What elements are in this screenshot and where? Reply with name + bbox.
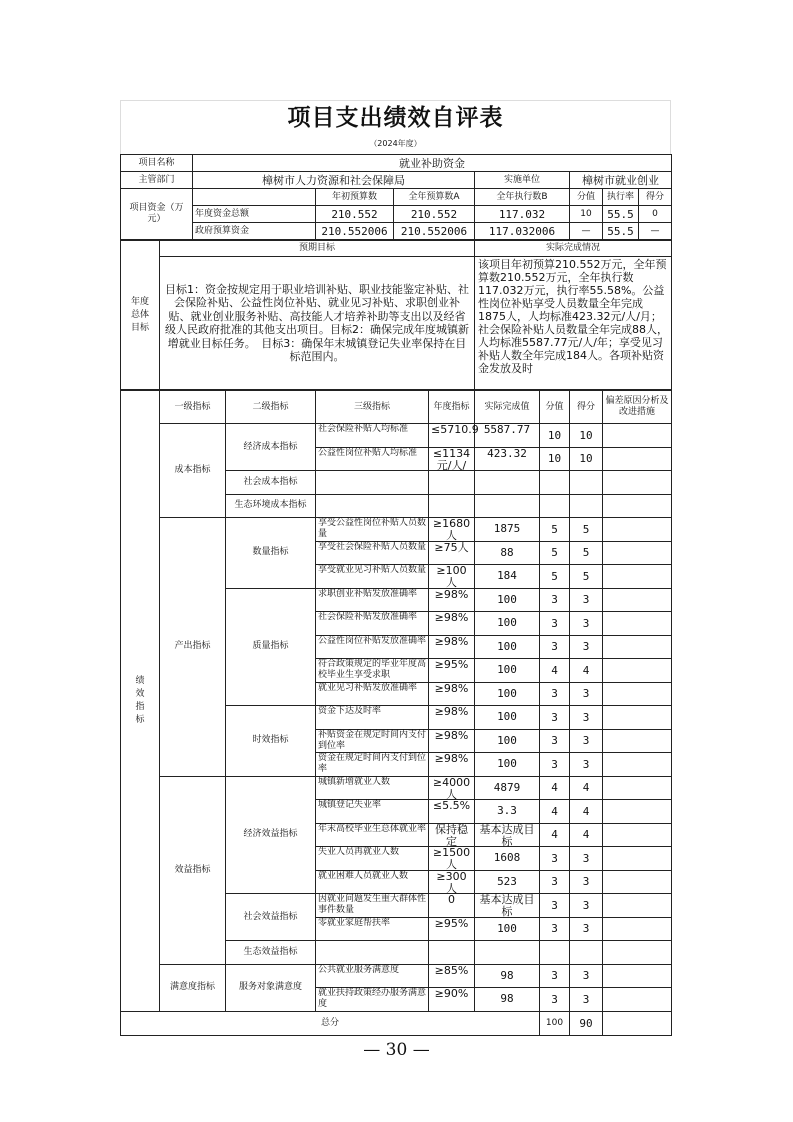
actual-value: 423.32 — [475, 447, 540, 471]
deviation-analysis — [603, 612, 672, 636]
score: 3 — [570, 612, 603, 636]
weight — [540, 941, 570, 965]
deviation-analysis — [603, 894, 672, 918]
actual-value: 100 — [475, 612, 540, 636]
deviation-analysis — [603, 682, 672, 706]
actual-value: 100 — [475, 753, 540, 777]
column-header: 二级指标 — [226, 391, 316, 424]
annual-target: ≥98% — [429, 729, 475, 753]
actual-value: 98 — [475, 988, 540, 1012]
level1-indicator: 产出指标 — [160, 518, 226, 777]
annual-target: ≥95% — [429, 659, 475, 683]
score: 10 — [570, 447, 603, 471]
score: 3 — [570, 729, 603, 753]
table-row — [121, 518, 672, 542]
weight: 3 — [540, 612, 570, 636]
weight: 5 — [540, 541, 570, 565]
deviation-analysis — [603, 706, 672, 730]
annual-target: ≤5710.9 — [429, 424, 475, 448]
deviation-analysis — [603, 494, 672, 518]
total-weight: 100 — [540, 1011, 570, 1035]
deviation-analysis — [603, 659, 672, 683]
level3-indicator: 公益性岗位补贴人均标准 — [316, 447, 429, 471]
goals-table — [120, 240, 672, 390]
row-label: 年度资金总额 — [193, 206, 316, 223]
level2-indicator: 质量指标 — [226, 588, 316, 706]
annual-target — [429, 471, 475, 495]
evaluation-sheet — [120, 100, 671, 1036]
annual-target: ≥98% — [429, 612, 475, 636]
level2-indicator: 生态效益指标 — [226, 941, 316, 965]
deviation-analysis — [603, 847, 672, 871]
deviation-analysis — [603, 424, 672, 448]
deviation-analysis — [603, 588, 672, 612]
indicators-table — [120, 390, 672, 1036]
annual-target: ≥98% — [429, 753, 475, 777]
weight: 3 — [540, 917, 570, 941]
annual-target — [429, 941, 475, 965]
fiscal-year: （2024年度） — [120, 134, 671, 154]
annual-target: ≥98% — [429, 635, 475, 659]
value-cell: — — [570, 223, 603, 240]
level3-indicator: 城镇登记失业率 — [316, 800, 429, 824]
score: 3 — [570, 988, 603, 1012]
score — [570, 471, 603, 495]
column-header: 分值 — [540, 391, 570, 424]
actual-value: 基本达成目标 — [475, 823, 540, 847]
value-cell: 210.552006 — [394, 223, 475, 240]
deviation-analysis — [603, 753, 672, 777]
value-cell: 210.552 — [316, 206, 394, 223]
project-info-table — [120, 154, 672, 240]
weight: 3 — [540, 588, 570, 612]
weight: 3 — [540, 847, 570, 871]
page-title: 项目支出绩效自评表 — [120, 100, 671, 134]
annual-target: ≥1500人 — [429, 847, 475, 871]
deviation-analysis — [603, 565, 672, 589]
value-cell: 117.032006 — [475, 223, 570, 240]
level3-indicator: 享受社会保险补贴人员数量 — [316, 541, 429, 565]
score: 3 — [570, 917, 603, 941]
table-row — [121, 424, 672, 448]
col-header: 年初预算数 — [316, 189, 394, 206]
actual-value: 100 — [475, 659, 540, 683]
level3-indicator: 资金在规定时间内支付到位率 — [316, 753, 429, 777]
actual-value — [475, 494, 540, 518]
score — [570, 494, 603, 518]
impl-unit: 樟树市就业创业 — [570, 172, 672, 189]
deviation-analysis — [603, 776, 672, 800]
level2-indicator: 数量指标 — [226, 518, 316, 589]
weight: 4 — [540, 776, 570, 800]
score: 4 — [570, 823, 603, 847]
level3-indicator: 资金下达及时率 — [316, 706, 429, 730]
annual-target: ≥90% — [429, 988, 475, 1012]
funds-row-gov — [121, 223, 672, 240]
weight: 3 — [540, 988, 570, 1012]
column-header: 一级指标 — [160, 391, 226, 424]
level3-indicator: 享受就业见习补贴人员数量 — [316, 565, 429, 589]
level3-indicator — [316, 471, 429, 495]
annual-target: ≥4000人 — [429, 776, 475, 800]
weight: 4 — [540, 800, 570, 824]
indicators-section-label: 绩效指标 — [121, 391, 160, 1012]
level3-indicator: 补贴资金在规定时间内支付到位率 — [316, 729, 429, 753]
deviation-analysis — [603, 447, 672, 471]
goals-label: 年度总体目标 — [121, 241, 160, 390]
level3-indicator: 公益性岗位补贴发放准确率 — [316, 635, 429, 659]
blank-cell — [193, 189, 316, 206]
value-cell: 210.552006 — [316, 223, 394, 240]
level3-indicator — [316, 494, 429, 518]
annual-target: 0 — [429, 894, 475, 918]
table-row — [121, 776, 672, 800]
expected-goals: 目标1：资金按规定用于职业培训补贴、职业技能鉴定补贴、社会保险补贴、公益性岗位补贴、就业见习补贴、求职创业补贴、就业创业服务补贴、高技能人才培养补助等支出以及经省级人民政府批准的其他支出项目。目标2：确保完成年度城镇新增就业目标任务。 目标3：确保年末城镇登记失业率保持在目标范围内。 — [160, 257, 475, 390]
level3-indicator — [316, 941, 429, 965]
actual-value: 100 — [475, 682, 540, 706]
level3-indicator: 社会保险补贴发放准确率 — [316, 612, 429, 636]
actual-value: 100 — [475, 706, 540, 730]
level3-indicator: 求职创业补贴发放准确率 — [316, 588, 429, 612]
actual-label: 实际完成情况 — [475, 241, 672, 257]
actual-value: 基本达成目标 — [475, 894, 540, 918]
score: 3 — [570, 894, 603, 918]
column-header: 偏差原因分析及改进措施 — [603, 391, 672, 424]
col-header: 得分 — [639, 189, 672, 206]
actual-value: 100 — [475, 917, 540, 941]
deviation-analysis — [603, 541, 672, 565]
dept-label: 主管部门 — [121, 172, 193, 189]
level3-indicator: 失业人员再就业人数 — [316, 847, 429, 871]
funds-row-total — [121, 206, 672, 223]
weight: 5 — [540, 518, 570, 542]
actual-value: 184 — [475, 565, 540, 589]
actual-value: 4879 — [475, 776, 540, 800]
score: 5 — [570, 518, 603, 542]
dept: 樟树市人力资源和社会保障局 — [193, 172, 475, 189]
annual-target: ≥300人 — [429, 870, 475, 894]
score: 3 — [570, 706, 603, 730]
actual-value: 1608 — [475, 847, 540, 871]
weight — [540, 471, 570, 495]
score: 4 — [570, 776, 603, 800]
weight: 4 — [540, 659, 570, 683]
annual-target: ≥95% — [429, 917, 475, 941]
score: 3 — [570, 753, 603, 777]
score: 3 — [570, 588, 603, 612]
table-row — [121, 964, 672, 988]
annual-target: ≥98% — [429, 588, 475, 612]
score: 3 — [570, 682, 603, 706]
project-name: 就业补助资金 — [193, 155, 672, 172]
annual-target: ≤5.5% — [429, 800, 475, 824]
deviation-analysis — [603, 635, 672, 659]
page-number: — 30 — — [363, 1040, 430, 1060]
actual-value: 88 — [475, 541, 540, 565]
level2-indicator: 生态环境成本指标 — [226, 494, 316, 518]
score: 5 — [570, 541, 603, 565]
level3-indicator: 符合政策规定的毕业年度高校毕业生享受求职 — [316, 659, 429, 683]
weight: 3 — [540, 729, 570, 753]
project-name-label: 项目名称 — [121, 155, 193, 172]
value-cell: 117.032 — [475, 206, 570, 223]
weight: 3 — [540, 682, 570, 706]
col-header: 分值 — [570, 189, 603, 206]
annual-target — [429, 494, 475, 518]
weight: 3 — [540, 964, 570, 988]
score: 5 — [570, 565, 603, 589]
actual-completion: 该项目年初预算210.552万元，全年预算数210.552万元，全年执行数117.032万元，执行率55.58%。公益性岗位补贴享受人员数量全年完成1875人，人均标准423.32元/人/月；社会保险补贴人员数量全年完成88人，人均标准5587.77元/人/年；享受见习补贴人数全年完成184人。各项补贴资金发放及时 — [475, 257, 672, 390]
value-cell: 0 — [639, 206, 672, 223]
level1-indicator: 成本指标 — [160, 424, 226, 518]
score: 10 — [570, 424, 603, 448]
col-header: 执行率 — [603, 189, 639, 206]
level2-indicator: 服务对象满意度 — [226, 964, 316, 1011]
weight: 5 — [540, 565, 570, 589]
weight: 10 — [540, 447, 570, 471]
weight: 3 — [540, 894, 570, 918]
expected-label: 预期目标 — [160, 241, 475, 257]
deviation-analysis — [603, 941, 672, 965]
annual-target: ≥85% — [429, 964, 475, 988]
weight: 3 — [540, 753, 570, 777]
annual-target: ≤1134元/人/ — [429, 447, 475, 471]
total-deviation — [603, 1011, 672, 1035]
annual-target: ≥1680人 — [429, 518, 475, 542]
weight — [540, 494, 570, 518]
actual-value — [475, 471, 540, 495]
level1-indicator: 效益指标 — [160, 776, 226, 964]
level3-indicator: 零就业家庭帮扶率 — [316, 917, 429, 941]
deviation-analysis — [603, 823, 672, 847]
annual-target: ≥75人 — [429, 541, 475, 565]
annual-target: ≥98% — [429, 682, 475, 706]
actual-value: 100 — [475, 588, 540, 612]
total-score: 90 — [570, 1011, 603, 1035]
actual-value: 100 — [475, 729, 540, 753]
weight: 3 — [540, 635, 570, 659]
score: 3 — [570, 635, 603, 659]
actual-value: 1875 — [475, 518, 540, 542]
level3-indicator: 因就业问题发生重大群体性事件数量 — [316, 894, 429, 918]
score: 4 — [570, 659, 603, 683]
row-label: 政府预算资金 — [193, 223, 316, 240]
col-header: 全年预算数A — [394, 189, 475, 206]
value-cell: 55.5 — [603, 206, 639, 223]
level3-indicator: 就业见习补贴发放准确率 — [316, 682, 429, 706]
level3-indicator: 城镇新增就业人数 — [316, 776, 429, 800]
level2-indicator: 经济效益指标 — [226, 776, 316, 894]
column-header: 三级指标 — [316, 391, 429, 424]
deviation-analysis — [603, 964, 672, 988]
score: 4 — [570, 800, 603, 824]
level3-indicator: 社会保险补贴人均标准 — [316, 424, 429, 448]
value-cell: 10 — [570, 206, 603, 223]
level2-indicator: 社会成本指标 — [226, 471, 316, 495]
indicators-header-row — [121, 391, 672, 424]
deviation-analysis — [603, 870, 672, 894]
score: 3 — [570, 870, 603, 894]
impl-label: 实施单位 — [475, 172, 570, 189]
column-header: 年度指标 — [429, 391, 475, 424]
weight: 4 — [540, 823, 570, 847]
column-header: 得分 — [570, 391, 603, 424]
deviation-analysis — [603, 471, 672, 495]
total-row — [121, 1011, 672, 1035]
funds-label: 项目资金（万元） — [121, 189, 193, 240]
actual-value: 523 — [475, 870, 540, 894]
weight: 3 — [540, 870, 570, 894]
level2-indicator: 社会效益指标 — [226, 894, 316, 941]
actual-value: 5587.77 — [475, 424, 540, 448]
level3-indicator: 就业困难人员就业人数 — [316, 870, 429, 894]
total-label: 总分 — [121, 1011, 540, 1035]
level3-indicator: 享受公益性岗位补贴人员数量 — [316, 518, 429, 542]
weight: 10 — [540, 424, 570, 448]
deviation-analysis — [603, 988, 672, 1012]
value-cell: — — [639, 223, 672, 240]
actual-value: 3.3 — [475, 800, 540, 824]
actual-value — [475, 941, 540, 965]
value-cell: 55.5 — [603, 223, 639, 240]
level1-indicator: 满意度指标 — [160, 964, 226, 1011]
deviation-analysis — [603, 518, 672, 542]
annual-target: 保持稳定 — [429, 823, 475, 847]
weight: 3 — [540, 706, 570, 730]
level3-indicator: 公共就业服务满意度 — [316, 964, 429, 988]
deviation-analysis — [603, 800, 672, 824]
column-header: 实际完成值 — [475, 391, 540, 424]
deviation-analysis — [603, 917, 672, 941]
level3-indicator: 年末高校毕业生总体就业率 — [316, 823, 429, 847]
annual-target: ≥100人 — [429, 565, 475, 589]
value-cell: 210.552 — [394, 206, 475, 223]
score — [570, 941, 603, 965]
annual-target: ≥98% — [429, 706, 475, 730]
level3-indicator: 就业扶持政策经办服务满意度 — [316, 988, 429, 1012]
actual-value: 100 — [475, 635, 540, 659]
score: 3 — [570, 964, 603, 988]
level2-indicator: 时效指标 — [226, 706, 316, 777]
col-header: 全年执行数B — [475, 189, 570, 206]
level2-indicator: 经济成本指标 — [226, 424, 316, 471]
score: 3 — [570, 847, 603, 871]
actual-value: 98 — [475, 964, 540, 988]
deviation-analysis — [603, 729, 672, 753]
